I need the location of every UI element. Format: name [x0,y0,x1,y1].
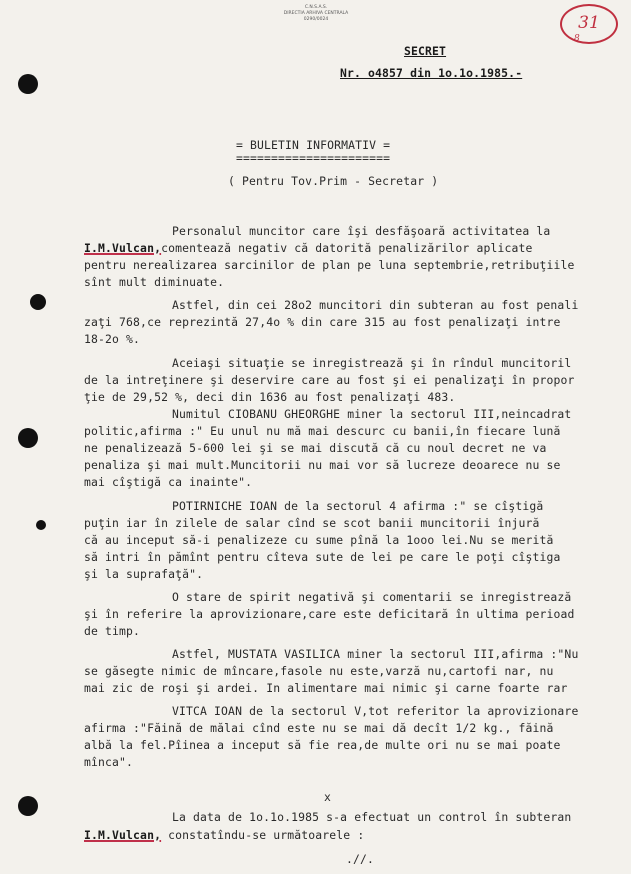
body-line: politic,afirma :" Eu unul nu mă mai descurc cu banii,în fiecare lună [84,424,561,438]
mine-name: I.M.Vulcan, [84,241,162,255]
body-line: POTIRNICHE IOAN de la sectorul 4 afirma :" se cîştigă [172,499,544,513]
body-line: mai zic de roşi şi ardei. In alimentare mai nimic şi carne foarte rar [84,681,568,695]
body-line: Astfel, din cei 28o2 muncitori din subteran au fost penali [172,298,579,312]
body-line: puţin iar în zilele de salar cînd se scot banii muncitorii înjură [84,516,540,530]
punch-hole-icon [18,796,38,816]
body-line [84,241,533,255]
body-line: O stare de spirit negativă şi comentarii se inregistrează [172,590,572,604]
body-line: Numitul CIOBANU GHEORGHE miner la sectorul III,neincadrat [172,407,572,421]
body-line-text: constatîndu-se următoarele : [168,828,365,842]
mine-name: I.M.Vulcan, [84,828,162,842]
document-number: Nr. o4857 din 1o.1o.1985.- [340,66,523,80]
body-line: ţie de 29,52 %, deci din 1636 au fost penalizaţi 483. [84,390,456,404]
body-line: penaliza şi mai mult.Muncitorii nu mai vor să lucreze deoarece nu se [84,458,561,472]
classification: SECRET [404,44,447,58]
body-line: de timp. [84,624,141,638]
body-line: VITCA IOAN de la sectorul V,tot referitor la aprovizionare [172,704,579,718]
body-line: şi la suprafaţă". [84,567,204,581]
body-line: Aceiaşi situaţie se inregistrează şi în rîndul muncitoril [172,356,572,370]
body-line: Astfel, MUSTATA VASILICA miner la sectorul III,afirma :"Nu [172,647,579,661]
stamp-line: C.N.S.A.S. [304,5,328,10]
ink-blot-icon [30,294,46,310]
body-line: albă la fel.Pîinea a inceput să fie rea,de multe ori nu se mai poate [84,738,561,752]
addressee: ( Pentru Tov.Prim - Secretar ) [228,174,439,188]
section-separator: x [324,790,332,804]
body-line: pentru nerealizarea sarcinilor de plan pe luna septembrie,retribuţiile [84,258,575,272]
body-line: să intri în pămînt pentru cîteva sute de lei pe care le poţi cîştiga [84,550,561,564]
body-line: se găsegte nimic de mîncare,fasole nu este,varză nu,cartofi nar, nu [84,664,554,678]
body-line: Personalul muncitor care îşi desfăşoară activitatea la [172,224,551,238]
stamp-line: 0290/0024 [303,17,329,22]
punch-hole-icon [18,428,38,448]
archive-stamp [266,5,366,23]
body-line: La data de 1o.1o.1985 s-a efectuat un control în subteran [172,810,572,824]
title-rule: ====================== [236,151,391,165]
stamp-line: DIRECTIA ARHIVA CENTRALA [283,11,349,16]
page-number-sub: 8 [574,34,580,44]
continuation-mark: .//. [346,852,375,866]
body-line: ne penalizează 5-600 lei şi se mai discută că cu noul decret ne va [84,441,547,455]
body-line-text: comentează negativ că datorită penalizărilor aplicate [161,241,533,255]
body-line: sînt mult diminuate. [84,275,225,289]
body-line: mai cîştigă ca inainte". [84,475,253,489]
body-line: de la intreţinere şi deservire care au fost şi ei penalizaţi în propor [84,373,575,387]
body-line: mînca". [84,755,134,769]
body-line: că au inceput să-i penalizeze cu sume pînă la 1ooo lei.Nu se merită [84,533,554,547]
page-title: = BULETIN INFORMATIV = [236,138,391,152]
ink-blot-icon [36,520,46,530]
punch-hole-icon [18,74,38,94]
body-line: 18-2o %. [84,332,141,346]
page-number: 31 [560,4,618,44]
body-line: şi în referire la aprovizionare,care este deficitară în ultima perioad [84,607,575,621]
body-line: zaţi 768,ce reprezintă 27,4o % din care 315 au fost penalizaţi intre [84,315,561,329]
body-line: afirma :"Făină de mălai cînd este nu se mai dă decît 1/2 kg., făină [84,721,554,735]
body-line [84,828,364,842]
